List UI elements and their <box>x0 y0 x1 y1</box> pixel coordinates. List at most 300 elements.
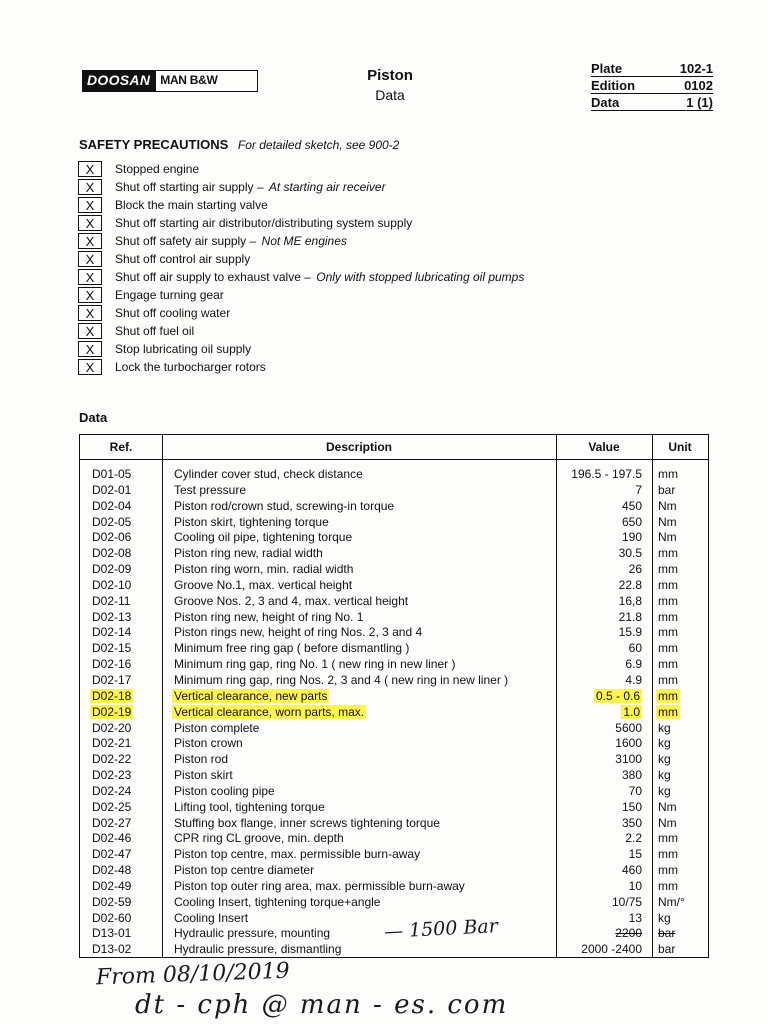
cell-ref <box>80 942 162 958</box>
cell-ref-text: D02-06 <box>92 530 132 545</box>
cell-value <box>556 911 652 927</box>
cell-description-text: Piston top centre, max. permissible burn-away <box>174 847 421 862</box>
cell-description-text: Test pressure <box>174 482 247 497</box>
precaution-text: Shut off cooling water <box>115 306 231 320</box>
cell-description-text: Minimum ring gap, ring No. 1 ( new ring in new liner ) <box>174 657 456 672</box>
cell-ref <box>80 562 162 578</box>
cell-ref <box>80 721 162 737</box>
cell-ref-text: D02-13 <box>92 609 132 624</box>
precaution-text: Shut off starting air supply <box>115 180 254 194</box>
cell-ref <box>80 800 162 816</box>
cell-value-text: 15.9 <box>618 625 642 640</box>
precaution-check-box: X <box>78 269 102 285</box>
data-page-row <box>591 94 713 111</box>
cell-description-text: CPR ring CL groove, min. depth <box>174 831 344 846</box>
cell-value <box>556 831 652 847</box>
cell-unit-text: mm <box>658 863 678 878</box>
cell-ref-text: D02-19 <box>92 704 132 719</box>
cell-ref-text: D02-14 <box>92 625 132 640</box>
cell-value-text: 70 <box>628 783 642 798</box>
cell-value-text: 60 <box>628 641 642 656</box>
cell-unit <box>652 610 708 626</box>
precaution-check-box: X <box>78 215 102 231</box>
precaution-item <box>78 178 524 196</box>
cell-unit <box>652 911 708 927</box>
cell-description <box>162 594 556 610</box>
cell-ref-text: D02-01 <box>92 482 132 497</box>
cell-value <box>556 895 652 911</box>
cell-value-text: 16,8 <box>618 593 642 608</box>
precaution-text: Lock the turbocharger rotors <box>115 360 266 374</box>
precaution-check-box: X <box>78 179 102 195</box>
cell-ref <box>80 736 162 752</box>
cell-unit-text: mm <box>658 847 678 862</box>
cell-ref <box>80 879 162 895</box>
handwritten-date: From 08/10/2019 <box>95 958 291 991</box>
data-page-label: Data <box>591 95 620 110</box>
precaution-check-box: X <box>78 251 102 267</box>
cell-description-text: Stuffing box flange, inner screws tightening torque <box>174 815 440 830</box>
table-row <box>80 657 708 673</box>
cell-description-text: Cooling Insert, tightening torque+angle <box>174 894 381 909</box>
cell-unit-text: mm <box>658 831 678 846</box>
table-row <box>80 610 708 626</box>
table-row <box>80 863 708 879</box>
cell-value <box>556 562 652 578</box>
cell-ref-text: D02-22 <box>92 752 132 767</box>
cell-unit <box>652 768 708 784</box>
plate-label: Plate <box>591 61 623 76</box>
cell-value <box>556 530 652 546</box>
cell-ref <box>80 578 162 594</box>
column-divider <box>556 435 557 957</box>
cell-ref <box>80 657 162 673</box>
cell-description <box>162 831 556 847</box>
cell-value <box>556 610 652 626</box>
cell-description <box>162 942 556 958</box>
cell-ref <box>80 594 162 610</box>
precaution-item <box>78 286 524 304</box>
data-heading: Data <box>79 410 108 425</box>
cell-unit <box>652 515 708 531</box>
cell-description-text: Piston ring new, height of ring No. 1 <box>174 609 364 624</box>
cell-description <box>162 673 556 689</box>
cell-description-text: Piston cooling pipe <box>174 783 275 798</box>
cell-description <box>162 721 556 737</box>
table-row <box>80 847 708 863</box>
precaution-note: Not ME engines <box>261 234 347 248</box>
cell-ref-text: D02-11 <box>92 593 131 608</box>
cell-value-text: 2.2 <box>625 831 642 846</box>
table-row <box>80 879 708 895</box>
cell-unit-text: Nm/° <box>658 894 685 909</box>
cell-value <box>556 847 652 863</box>
precaution-check-box: X <box>78 359 102 375</box>
edition-label: Edition <box>591 78 636 93</box>
cell-ref-text: D02-48 <box>92 863 132 878</box>
table-row <box>80 816 708 832</box>
document-title-block <box>340 67 440 103</box>
precaution-check-box: X <box>78 161 102 177</box>
cell-ref-text: D02-09 <box>92 562 132 577</box>
cell-ref <box>80 911 162 927</box>
cell-unit-text: bar <box>658 926 676 941</box>
header-ref: Ref. <box>109 440 133 454</box>
safety-note: For detailed sketch, see 900-2 <box>237 138 400 152</box>
safety-heading: SAFETY PRECAUTIONS <box>79 137 229 152</box>
plate-info-block <box>591 60 713 111</box>
precaution-dash: – <box>246 234 260 248</box>
cell-unit-text: mm <box>658 562 678 577</box>
cell-description <box>162 610 556 626</box>
cell-description-text: Cylinder cover stud, check distance <box>174 467 363 481</box>
cell-ref <box>80 831 162 847</box>
cell-ref-text: D02-10 <box>92 577 132 592</box>
cell-description <box>162 625 556 641</box>
cell-ref <box>80 926 162 942</box>
precaution-check-box: X <box>78 323 102 339</box>
cell-ref <box>80 673 162 689</box>
cell-ref <box>80 705 162 721</box>
cell-value-text: 7 <box>635 482 642 497</box>
table-row <box>80 483 708 499</box>
cell-description <box>162 752 556 768</box>
cell-description <box>162 578 556 594</box>
cell-description <box>162 467 556 483</box>
column-divider <box>162 435 163 957</box>
cell-value-text: 460 <box>621 863 642 878</box>
precaution-check-box: X <box>78 233 102 249</box>
cell-ref-text: D02-20 <box>92 720 132 735</box>
cell-value-text: 2000 -2400 <box>581 942 642 957</box>
data-table <box>79 434 709 958</box>
cell-description <box>162 483 556 499</box>
cell-value <box>556 800 652 816</box>
cell-unit <box>652 562 708 578</box>
cell-value-text: 4.9 <box>625 672 642 687</box>
cell-description-text: Piston rod <box>174 752 229 767</box>
handwritten-email: dt - cph @ man - es. com <box>135 990 509 1020</box>
cell-value-text: 22.8 <box>618 577 642 592</box>
cell-unit <box>652 863 708 879</box>
cell-unit <box>652 784 708 800</box>
table-row <box>80 895 708 911</box>
cell-description <box>162 562 556 578</box>
precaution-item <box>78 214 524 232</box>
plate-value: 102-1 <box>679 61 713 76</box>
cell-description-text: Minimum ring gap, ring Nos. 2, 3 and 4 ( new ring in new liner ) <box>174 672 509 687</box>
table-row <box>80 594 708 610</box>
cell-unit-text: mm <box>658 625 678 640</box>
table-row <box>80 784 708 800</box>
cell-value <box>556 736 652 752</box>
table-row <box>80 467 708 483</box>
cell-ref <box>80 483 162 499</box>
precaution-item <box>78 304 524 322</box>
cell-unit-text: Nm <box>658 498 677 513</box>
cell-unit <box>652 705 708 721</box>
cell-ref <box>80 467 162 483</box>
cell-unit <box>652 546 708 562</box>
cell-ref-text: D13-01 <box>92 926 132 941</box>
cell-unit-text: Nm <box>658 530 677 545</box>
precaution-note: At starting air receiver <box>268 180 386 194</box>
precaution-item <box>78 268 524 286</box>
cell-value-text: 0.5 - 0.6 <box>595 688 640 703</box>
precaution-text: Block the main starting valve <box>115 198 268 212</box>
cell-description-text: Cooling Insert <box>174 910 249 925</box>
precaution-text: Shut off starting air distributor/distributing system supply <box>115 216 413 230</box>
cell-unit <box>652 594 708 610</box>
cell-unit-text: kg <box>658 768 671 783</box>
cell-value-text: 380 <box>621 768 642 783</box>
cell-value <box>556 816 652 832</box>
precaution-text: Stop lubricating oil supply <box>115 342 252 356</box>
cell-ref-text: D02-27 <box>92 815 132 830</box>
cell-value-text: 13 <box>628 910 642 925</box>
column-divider <box>652 435 653 957</box>
cell-ref-text: D02-25 <box>92 799 132 814</box>
cell-ref-text: D02-04 <box>92 498 132 513</box>
cell-description <box>162 736 556 752</box>
cell-ref <box>80 895 162 911</box>
cell-ref-text: D02-16 <box>92 657 132 672</box>
cell-unit <box>652 673 708 689</box>
precaution-check-box: X <box>78 341 102 357</box>
cell-ref <box>80 530 162 546</box>
cell-description-text: Piston top outer ring area, max. permissible burn-away <box>174 878 465 893</box>
cell-description <box>162 689 556 705</box>
safety-precautions-list <box>78 160 524 376</box>
cell-value <box>556 689 652 705</box>
table-row <box>80 515 708 531</box>
cell-value <box>556 673 652 689</box>
plate-row <box>591 60 713 77</box>
cell-description-text: Minimum free ring gap ( before dismantling ) <box>174 641 410 656</box>
cell-unit <box>652 942 708 958</box>
cell-value <box>556 594 652 610</box>
cell-ref <box>80 768 162 784</box>
cell-ref <box>80 752 162 768</box>
cell-value <box>556 625 652 641</box>
cell-unit-text: Nm <box>658 514 677 529</box>
cell-ref-text: D02-21 <box>92 736 132 751</box>
cell-value <box>556 705 652 721</box>
cell-value-text: 26 <box>628 562 642 577</box>
cell-value <box>556 942 652 958</box>
cell-value-text: 5600 <box>615 720 642 735</box>
cell-value <box>556 863 652 879</box>
logo-doosan-text: DOOSAN <box>83 71 156 91</box>
cell-description <box>162 641 556 657</box>
cell-ref <box>80 863 162 879</box>
cell-value <box>556 499 652 515</box>
cell-unit-text: mm <box>658 641 678 656</box>
data-page-value: 1 (1) <box>686 95 713 110</box>
cell-unit-text: kg <box>658 720 671 735</box>
precaution-check-box: X <box>78 305 102 321</box>
cell-unit <box>652 499 708 515</box>
cell-description-text: Piston skirt, tightening torque <box>174 514 329 529</box>
cell-unit <box>652 800 708 816</box>
cell-description <box>162 879 556 895</box>
cell-unit-text: mm <box>658 577 678 592</box>
precaution-text: Shut off fuel oil <box>115 324 195 338</box>
table-row <box>80 736 708 752</box>
table-row <box>80 689 708 705</box>
cell-description <box>162 784 556 800</box>
cell-unit-text: Nm <box>658 815 677 830</box>
cell-value-text: 190 <box>621 530 642 545</box>
cell-value <box>556 926 652 942</box>
cell-description <box>162 847 556 863</box>
cell-description-text: Cooling oil pipe, tightening torque <box>174 530 353 545</box>
precaution-dash: – <box>253 180 267 194</box>
cell-value <box>556 657 652 673</box>
cell-value-text: 15 <box>628 847 642 862</box>
table-row <box>80 578 708 594</box>
cell-ref <box>80 515 162 531</box>
cell-unit-text: mm <box>658 546 678 561</box>
header-description: Description <box>325 440 392 454</box>
cell-value-text: 1600 <box>615 736 642 751</box>
cell-ref <box>80 499 162 515</box>
cell-ref-text: D02-47 <box>92 847 132 862</box>
cell-value-text: 21.8 <box>618 609 642 624</box>
precaution-text: Engage turning gear <box>115 288 224 302</box>
cell-description-text: Piston ring new, radial width <box>174 546 323 561</box>
precaution-check-box: X <box>78 287 102 303</box>
cell-ref <box>80 641 162 657</box>
cell-unit-text: bar <box>658 482 676 497</box>
table-row <box>80 942 708 958</box>
precaution-item <box>78 340 524 358</box>
table-header <box>80 435 708 460</box>
cell-description <box>162 768 556 784</box>
page-subtitle: Data <box>375 87 405 103</box>
cell-value <box>556 752 652 768</box>
cell-description-text: Piston ring worn, min. radial width <box>174 562 354 577</box>
cell-value <box>556 515 652 531</box>
cell-description-text: Piston rings new, height of ring Nos. 2, 3 and 4 <box>174 625 423 640</box>
cell-value <box>556 721 652 737</box>
cell-value-text: 10/75 <box>611 894 642 909</box>
cell-unit <box>652 752 708 768</box>
cell-description-text: Piston skirt <box>174 768 233 783</box>
cell-unit <box>652 847 708 863</box>
cell-ref <box>80 784 162 800</box>
cell-unit-text: kg <box>658 783 671 798</box>
cell-unit-text: mm <box>658 704 678 719</box>
cell-value-text: 350 <box>621 815 642 830</box>
cell-ref-text: D02-49 <box>92 878 132 893</box>
cell-description <box>162 657 556 673</box>
cell-ref-text: D02-46 <box>92 831 132 846</box>
cell-ref-text: D01-05 <box>92 467 132 481</box>
cell-unit-text: mm <box>658 688 678 703</box>
cell-unit <box>652 625 708 641</box>
cell-unit-text: mm <box>658 878 678 893</box>
table-row <box>80 768 708 784</box>
cell-description-text: Lifting tool, tightening torque <box>174 799 325 814</box>
cell-description <box>162 816 556 832</box>
cell-description <box>162 800 556 816</box>
cell-unit <box>652 831 708 847</box>
table-row <box>80 499 708 515</box>
cell-value-text: 10 <box>628 878 642 893</box>
header-value: Value <box>588 440 620 454</box>
cell-unit <box>652 578 708 594</box>
precaution-note: Only with stopped lubricating oil pumps <box>316 270 525 284</box>
precaution-text: Shut off safety air supply <box>115 234 247 248</box>
logo-man-text: MAN B&W <box>156 71 221 91</box>
handwritten-pressure-note: — 1500 Bar <box>383 915 499 943</box>
cell-description <box>162 546 556 562</box>
cell-description-text: Piston top centre diameter <box>174 863 315 878</box>
cell-unit-text: kg <box>658 736 671 751</box>
table-body <box>80 460 708 958</box>
table-row <box>80 546 708 562</box>
cell-value-text: 2200 <box>615 926 642 941</box>
cell-value <box>556 641 652 657</box>
cell-ref-text: D02-08 <box>92 546 132 561</box>
cell-description-text: Groove No.1, max. vertical height <box>174 577 353 592</box>
cell-value <box>556 784 652 800</box>
cell-ref-text: D02-60 <box>92 910 132 925</box>
cell-unit-text: kg <box>658 910 671 925</box>
cell-unit <box>652 879 708 895</box>
precaution-text: Shut off control air supply <box>115 252 251 266</box>
cell-description-text: Piston rod/crown stud, screwing-in torque <box>174 498 395 513</box>
cell-unit <box>652 641 708 657</box>
cell-value-text: 1.0 <box>623 704 640 719</box>
cell-unit <box>652 721 708 737</box>
cell-value-text: 3100 <box>615 752 642 767</box>
cell-value <box>556 467 652 483</box>
cell-value-text: 196.5 - 197.5 <box>571 467 642 481</box>
cell-unit <box>652 467 708 483</box>
header-unit: Unit <box>668 440 692 454</box>
table-row <box>80 562 708 578</box>
cell-description-text: Piston crown <box>174 736 243 751</box>
cell-unit <box>652 816 708 832</box>
precaution-item <box>78 232 524 250</box>
cell-description-text: Hydraulic pressure, mounting <box>174 926 331 941</box>
cell-ref <box>80 847 162 863</box>
cell-value <box>556 483 652 499</box>
precaution-item <box>78 358 524 376</box>
cell-value-text: 150 <box>621 799 642 814</box>
cell-ref <box>80 816 162 832</box>
page-title: Piston <box>367 67 413 84</box>
precaution-item <box>78 196 524 214</box>
precaution-item <box>78 160 524 178</box>
precaution-dash: – <box>300 270 315 284</box>
edition-value: 0102 <box>684 78 713 93</box>
cell-description-text: Vertical clearance, worn parts, max. <box>174 704 365 719</box>
cell-ref-text: D02-24 <box>92 783 132 798</box>
cell-ref <box>80 689 162 705</box>
cell-description <box>162 515 556 531</box>
precaution-item <box>78 322 524 340</box>
cell-description <box>162 705 556 721</box>
cell-unit <box>652 895 708 911</box>
cell-value-text: 650 <box>621 514 642 529</box>
cell-ref-text: D02-23 <box>92 768 132 783</box>
cell-description-text: Vertical clearance, new parts <box>174 688 328 703</box>
table-row <box>80 831 708 847</box>
precaution-text: Shut off air supply to exhaust valve <box>115 270 301 284</box>
